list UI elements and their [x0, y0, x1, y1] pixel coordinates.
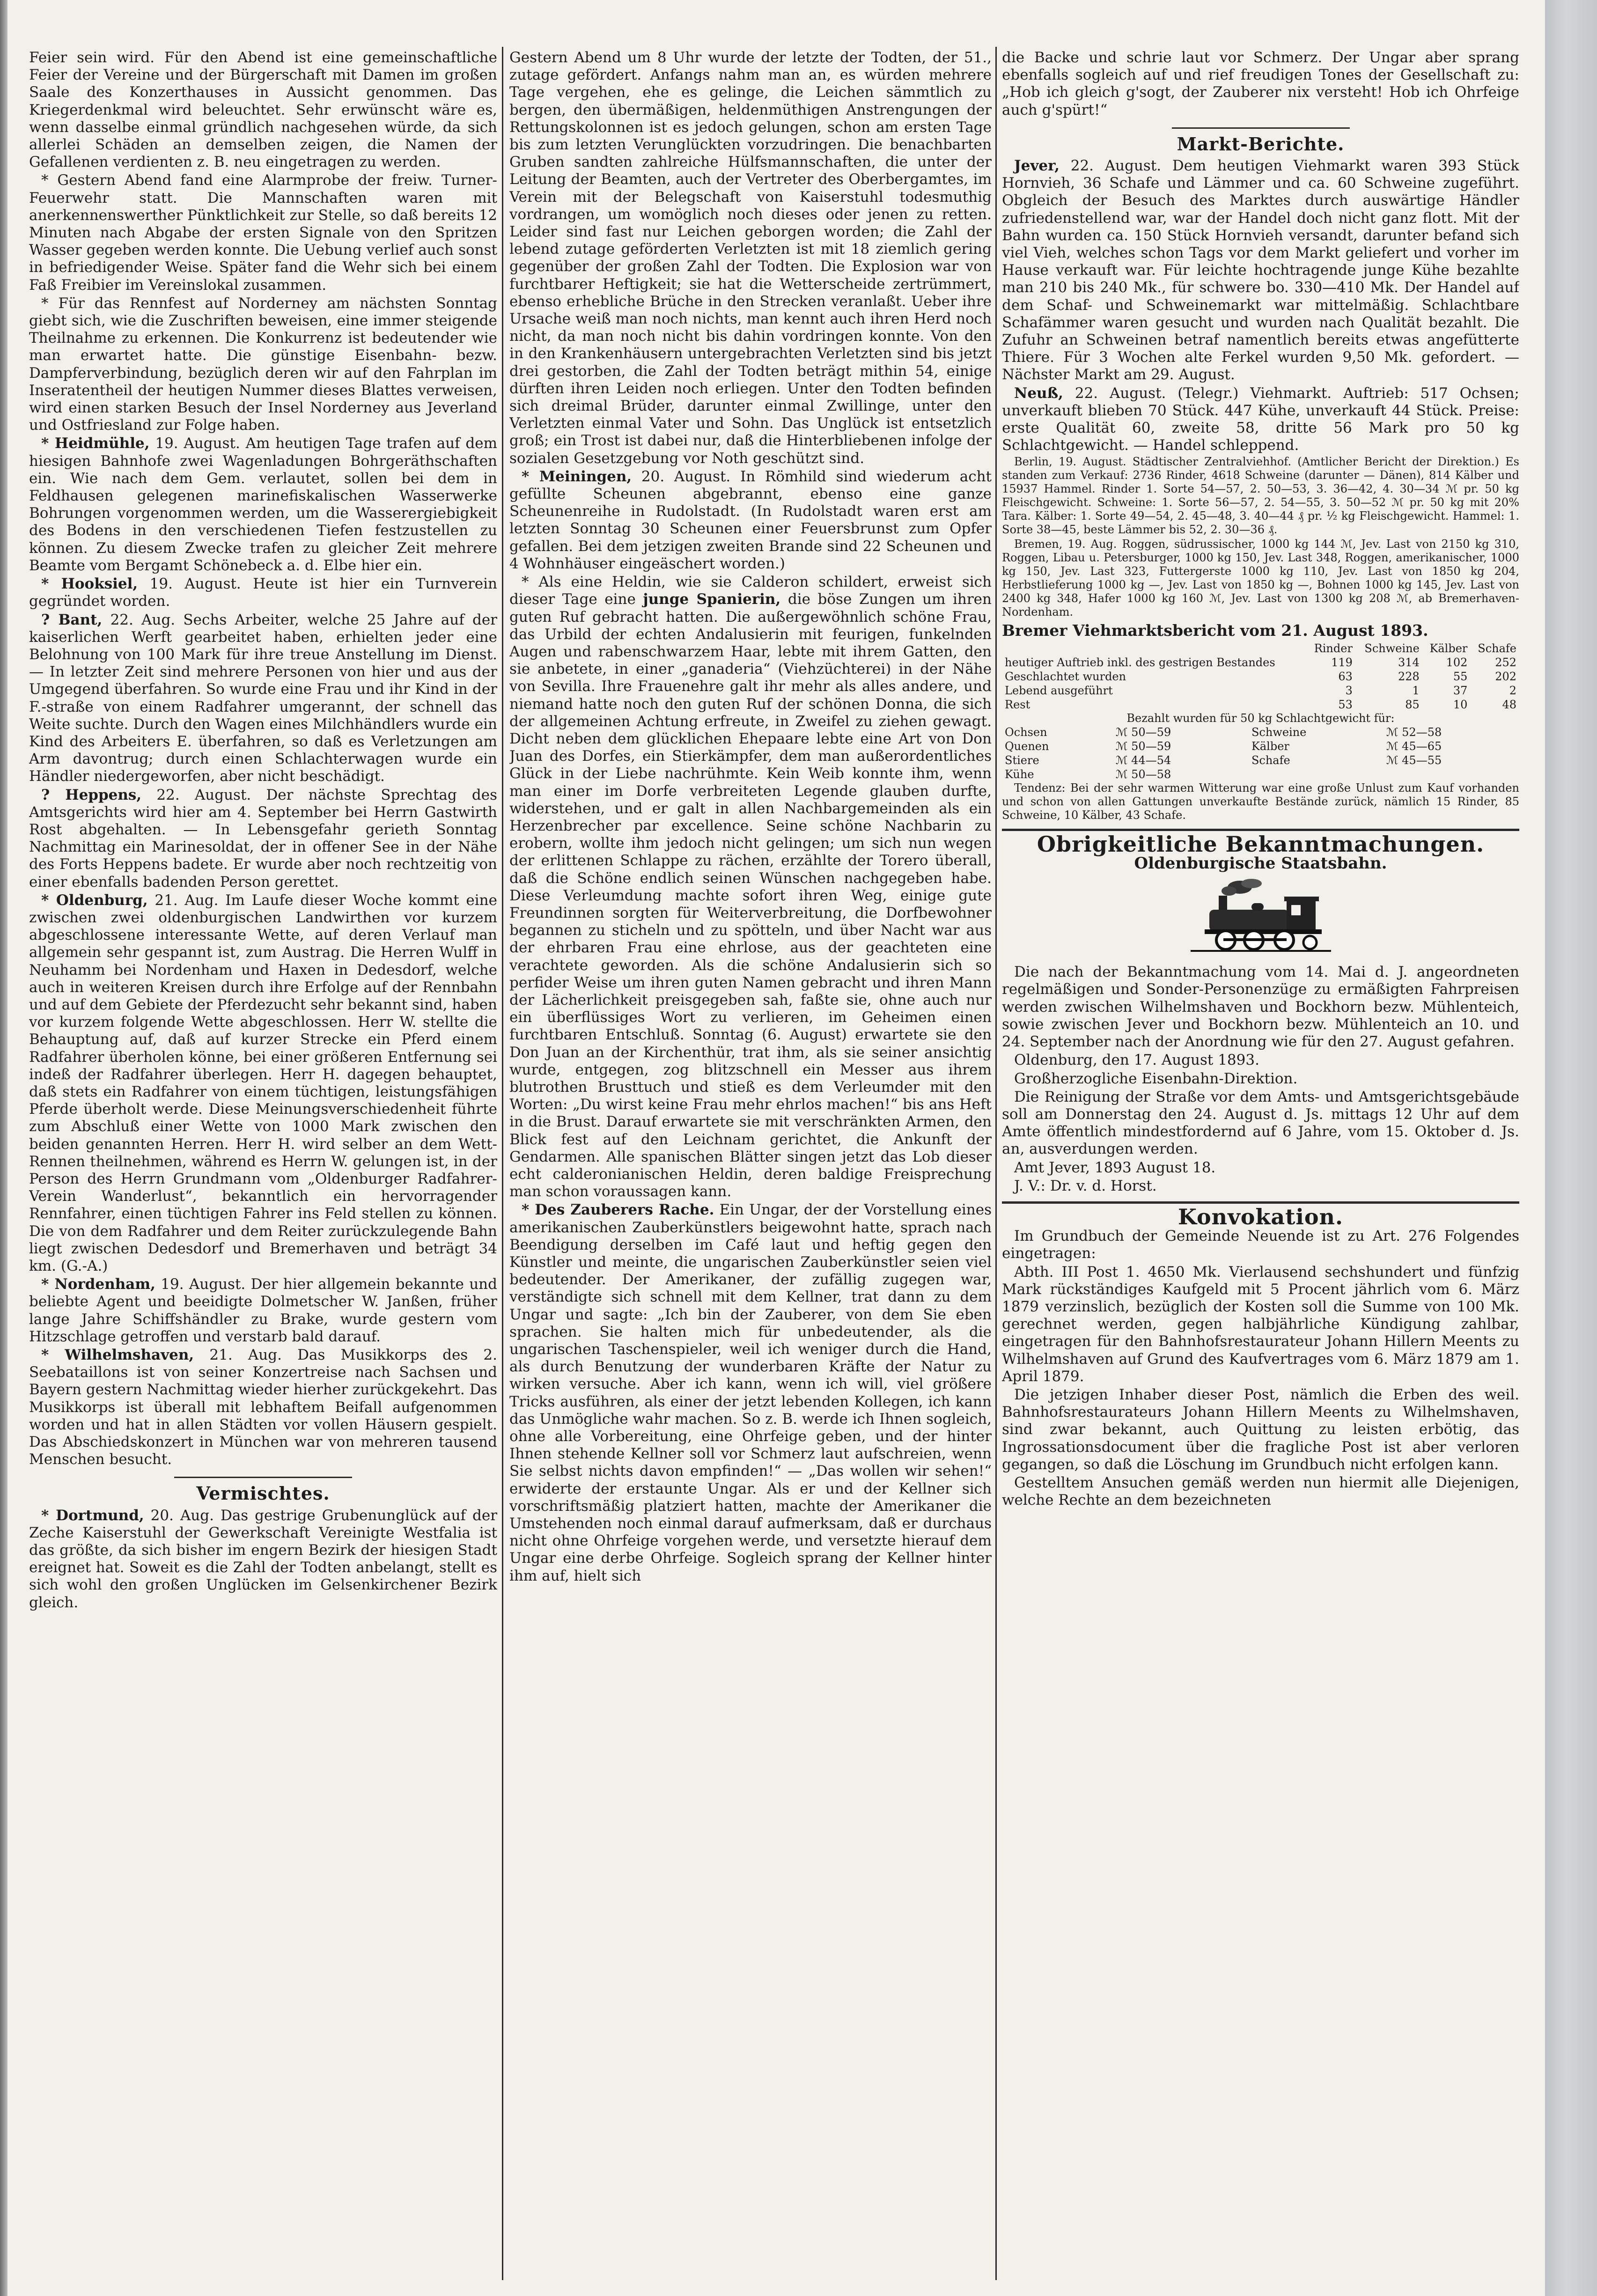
news-text: * Als eine Heldin, wie sie Calderon schildert, erweist sich dieser Tage eine — [509, 574, 992, 608]
news-text: 20. August. In Römhild sind wiederum acht gefüllte Scheunen abgebrannt, ebenso eine ganze Scheunenreihe in Rudolstadt. (In Rudolstadt waren erst am letzten Sonntag 30 Scheunen einer Feuersbrunst zum Opfer gefallen. Bei dem jetzigen zweiten Brande sind 22 Scheunen und 4 Wohnhäuser eingeäschert worden.) — [509, 468, 992, 572]
news-item — [509, 468, 992, 573]
news-item — [29, 1276, 497, 1346]
news-text: die böse Zungen um ihren guten Ruf gebracht hatten. Die außergewöhnlich schöne Frau, das Urbild der echten Andalusierin mit feurigen, funkelnden Augen und rabenschwarzem Haar, lebte mit ihrem Gatten, den sie anbetete, in einer „ganaderia“ (Viehzüchterei) in der Nähe von Sevilla. Ihre Frauenehre galt ihr mehr als alles andere, und niemand hatte noch den guten Ruf der schönen Donna, die sich der allgemeinen Achtung erfreute, in Zweifel zu ziehen gewagt. Dicht neben dem glücklichen Ehepaare lebte eine Art von Don Juan des Dorfes, ein Stierkämpfer, dem man außerordentliches Glück in der Liebe nachrühmte. Kein Weib konnte ihm, wenn man einer im Dorfe verbreiteten Legende glauben durfte, widerstehen, und er galt in allen Nachbargemeinden als ein Herzenbrecher par excellence. Seine schöne Nachbarin zu erobern, wollte ihm jedoch nicht gelingen; um sich nun wegen der erlittenen Schlappe zu rächen, erzählte der Torero überall, daß die Schöne endlich seinen Wünschen nachgegeben habe. Diese Verleumdung machte sofort ihren Weg, einige gute Freundinnen sorgten für Weiterverbreitung, die Dorfbewohner begannen zu sticheln und zu spötteln, und über Nacht war aus der ehrbaren Frau eine ehrlose, aus der geachteten eine verachtete geworden. Als die schöne Andalusierin sich so perfider Weise um ihren guten Namen gebracht und ihren Mann der Lächerlichkeit preisgegeben sah, faßte sie, ohne auch nur ein überflüssiges Wort zu verlieren, im Geheimen einen furchtbaren Entschluß. Sonntag (6. August) erwartete sie den Don Juan an der Kirchenthür, trat ihm, als sie seiner ansichtig wurde, entgegen, zog blitzschnell ein Messer aus ihrem blutrothen Brusttuch und stieß es dem Verleumder mit den Worten: „Du wirst keine Frau mehr ehrlos machen!“ bis ans Heft in die Brust. Darauf erwartete sie mit verschränkten Armen, den Blick fest auf den Leichnam gerichtet, die Ankunft der Gendarmen. Alle spanischen Blätter singen jetzt das Lob dieser echt calderonianischen Heldin, deren baldige Freisprechung man schon voraussagen kann. — [509, 591, 992, 1200]
news-item — [509, 1201, 992, 1584]
row-label: heutiger Auftrieb inkl. des gestrigen Bestandes — [1005, 655, 1275, 669]
news-item — [29, 1347, 497, 1468]
price-value: ℳ 44—54 — [1115, 753, 1171, 767]
table-header: Schafe — [1478, 641, 1516, 655]
market-text: 22. August. Dem heutigen Viehmarkt waren 393 Stück Hornvieh, 36 Schafe und Lämmer und ca. 60 Schweine zugeführt. Obgleich der Besuch des Marktes durch auswärtige Händler zufriedenstellend war, war der Handel doch nicht ganz flott. Mit der Bahn wurden ca. 150 Stück Hornvieh versandt, darunter befand sich viel Vieh, welches schon Tags vor dem Markt geliefert und vorher im Hause verkauft war. Für leichte hochtragende junge Kühe bezahlte man 210 bis 240 Mk., für schwere bo. 330—410 Mk. Der Handel auf dem Schaf- und Schweinemarkt war mittelmäßig. Schlachtbare Schafämmer waren gesucht und wurden nach Qualität bezahlt. Die Zufuhr an Schweinen betraf namentlich bereits etwas angefütterte Thiere. Für 3 Wochen alte Ferkel wurden 9,50 Mk. gefordert. — Nächster Markt am 29. August. — [1002, 157, 1519, 383]
dateline: * Wilhelmshaven, — [41, 1347, 194, 1364]
column-rule — [502, 47, 503, 2280]
notice-place: Oldenburg, den 17. August 1893. — [1014, 1052, 1259, 1069]
news-text: 21. Aug. Das Musikkorps des 2. Seebataillons ist von seiner Konzertreise nach Sachsen und Bayern gestern Nachmittag wieder hierher zurückgekehrt. Das Musikkorps ist überall mit lebhaftem Beifall aufgenommen worden und hat in allen Städten vor vollen Häusern gespielt. Das Abschiedskonzert in München war von mehreren tausend Menschen besucht. — [29, 1347, 497, 1468]
section-divider — [1172, 127, 1350, 129]
article-paragraph: Feier sein wird. Für den Abend ist eine gemeinschaftliche Feier der Vereine und der Bürgerschaft mit Damen im großen Saale des Konzerthauses in Aussicht genommen. Das Kriegerdenkmal wird beleuchtet. Sehr erwünscht wäre es, wenn dasselbe einmal gründlich nachgesehen würde, da sich allerlei Schäden an demselben zeigen, die Namen der Gefallenen verdienten z. B. neu eingetragen zu werden. — [29, 49, 497, 171]
market-text: 22. August. (Telegr.) Viehmarkt. Auftrieb: 517 Ochsen; unverkauft blieben 70 Stück. 447 Kühe, unverkauft 44 Stück. Preise: erste Qualität 60, zweite 58, dritte 56 Mark pro 50 kg Schlachtgewicht. — Handel schleppend. — [1002, 384, 1519, 454]
price-label: Kühe — [1005, 767, 1034, 781]
table-cell: 2 — [1509, 684, 1516, 697]
table-cell: 3 — [1345, 684, 1353, 697]
binding-edge — [0, 0, 7, 2296]
news-item — [29, 892, 497, 1275]
news-item — [29, 575, 497, 610]
news-item — [29, 787, 497, 891]
news-text: 21. Aug. Im Laufe dieser Woche kommt eine zwischen zwei oldenburgischen Landwirthen vor kurzem abgeschlossene interessante Wette, auf deren Verlauf man allgemein sehr gespannt ist, zum Austrag. Die Herren Wulff in Neuhamm bei Nordenham und Haxen in Dedesdorf, welche auch in weiteren Kreisen durch ihre Erfolge auf der Rennbahn und auf dem Gebiete der Pferdezucht sehr bekannt sind, haben vor kurzem folgende Wette abgeschlossen. Herr W. stellte die Behauptung auf, daß auf kurzer Strecke ein Pferd einem Radfahrer überholen könne, bei einer größeren Entfernung sei indeß der Radfahrer überlegen. Herr H. dagegen behauptet, daß stets ein Radfahrer von einem tüchtigen, leistungsfähigen Pferde überholt werde. Diese Meinungsverschiedenheit führte zum Abschluß einer Wette von 1000 Mark zwischen den beiden genannten Herren. Herr H. wird selber an dem Wett-Rennen theilnehmen, während es Herrn W. gelungen ist, in der Person des Herrn Grundmann vom „Oldenburger Radfahrer-Verein Wanderlust“, bekanntlich ein hervorragender Rennfahrer, einen tüchtigen Fahrer ins Feld stellen zu können. Die von dem Radfahrer und dem Reiter zurückzulegende Bahn liegt zwischen Dedesdorf und Bremerhaven und beträgt 34 km. (G.-A.) — [29, 891, 497, 1275]
table-cell: 102 — [1446, 655, 1468, 669]
price-label: Stiere — [1005, 753, 1039, 767]
bremer-paid-caption: Bezahlt wurden für 50 kg Schlachtgewicht für: — [1126, 711, 1395, 725]
table-cell: 85 — [1405, 698, 1420, 711]
table-cell: 10 — [1453, 698, 1468, 711]
notice-signature: J. V.: Dr. v. d. Horst. — [1014, 1177, 1157, 1194]
price-value: ℳ 52—58 — [1386, 725, 1442, 739]
table-cell: 119 — [1331, 655, 1353, 669]
market-report-berlin: Berlin, 19. August. Städtischer Zentralviehhof. (Amtlicher Bericht der Direktion.) Es standen zum Verkauf: 2736 Rinder, 4618 Schweine (darunter — Dänen), 814 Kälber und 15937 Hammel. Rinder 1. Sorte 54—57, 2. 50—53, 3. 36—42, 4. 30—34 ℳ pr. 50 kg Fleischgewicht. Schweine: 1. Sorte 56—57, 2. 54—55, 3. 50—52 ℳ pr. 50 kg mit 20% Tara. Kälber: 1. Sorte 49—54, 2. 45—48, 3. 40—44 ₰ pr. ½ kg Fleischgewicht. Hammel: 1. Sorte 38—45, beste Lämmer bis 52, 2. 30—36 ₰. — [1002, 455, 1519, 537]
market-report-bremen: Bremen, 19. Aug. Roggen, südrussischer, 1000 kg 144 ℳ, Jev. Last von 2150 kg 310, Roggen, Libau u. Petersburger, 1000 kg 150, Jev. Last 348, Roggen, amerikanischer, 1000 kg 150, Jev. Last 323, Futtergerste 1000 kg 110, Jev. Last von 1850 kg 204, Herbstlieferung 1000 kg —, Jev. Last von 1850 kg —, Bohnen 1000 kg 145, Jev. Last von 2400 kg 348, Hafer 1000 kg 160 ℳ, Jev. Last von 1300 kg 208 ℳ, ab Bremerhaven-Nordenham. — [1002, 537, 1519, 619]
section-divider — [1002, 829, 1519, 831]
dateline: ? Bant, — [41, 611, 103, 628]
row-label: Geschlachtet wurden — [1005, 670, 1126, 683]
table-cell: 314 — [1398, 655, 1420, 669]
scanner-background — [1545, 0, 1597, 2296]
table-row — [1002, 739, 1519, 753]
news-text: 22. Aug. Sechs Arbeiter, welche 25 Jahre auf der kaiserlichen Werft gearbeitet haben, erhielten jeder eine Belohnung von 100 Mark für ihre treue Anstellung im Dienst. — In letzter Zeit sind mehrere Personen von hier und aus der Umgegend überfahren. So wurde eine Frau und ihr Kind in der F.-straße von einem Radfahrer umgerannt, der schnell das Weite suchte. Durch den Wagen eines Milchhändlers wurde ein Kind des Arbeiters E. überfahren, so daß es Verletzungen am Arm davontrug; durch einen Schlachterwagen wurde ein Händler niedergeworfen, aber nicht beschädigt. — [29, 611, 497, 785]
article-paragraph: * Gestern Abend fand eine Alarmprobe der freiw. Turner-Feuerwehr statt. Die Mannschaften waren mit anerkennenswerther Pünktlichkeit zur Stelle, so daß bereits 12 Minuten nach Abgabe der ersten Signale von den Spritzen Wasser gegeben werden konnte. Die Uebung verlief auch sonst in befriedigender Weise. Später fand die Wehr sich bei einem Faß Freibier im Vereinslokal zusammen. — [29, 172, 497, 294]
column-rule — [995, 47, 997, 2280]
table-cell: 55 — [1453, 670, 1468, 683]
column-left — [29, 49, 497, 2282]
dateline: ? Heppens, — [41, 786, 142, 803]
news-item — [29, 611, 497, 786]
price-label: Kälber — [1251, 739, 1289, 753]
section-divider — [1002, 1201, 1519, 1204]
section-heading: Vermischtes. — [196, 1483, 330, 1504]
bremer-table — [1002, 641, 1519, 712]
news-item — [509, 574, 992, 1200]
dateline: * Meiningen, — [522, 468, 632, 485]
dateline: * Nordenham, — [41, 1276, 155, 1293]
dateline: * Des Zauberers Rache. — [522, 1201, 714, 1219]
notice-place: Amt Jever, 1893 August 18. — [1014, 1159, 1216, 1176]
bremer-title: Bremer Viehmarktsbericht vom 21. August 1893. — [1002, 621, 1428, 640]
column-middle — [509, 49, 992, 2282]
news-text: 20. Aug. Das gestrige Grubenunglück auf der Zeche Kaiserstuhl der Gewerkschaft Vereinigte Westfalia ist das größte, da sich bisher im engern Bezirk der hiesigen Stadt ereignet hat. Soweit es die Zahl der Todten anbelangt, stellt es sich wohl den großen Unglücken im Gelsenkirchener Bezirk gleich. — [29, 1507, 497, 1611]
table-header: Rinder — [1314, 641, 1353, 655]
table-cell: 252 — [1495, 655, 1516, 669]
row-label: Rest — [1005, 698, 1030, 711]
price-label: Schweine — [1251, 725, 1307, 739]
market-report — [1002, 385, 1519, 455]
table-cell: 48 — [1502, 698, 1516, 711]
news-item — [29, 1507, 497, 1612]
table-cell: 1 — [1412, 684, 1420, 697]
news-text: Ein Ungar, der der Vorstellung eines amerikanischen Zauberkünstlers beigewohnt hatte, sprach nach Beendigung derselben im Café laut und heftig gegen den Künstler und meinte, die ungarischen Zauberkünstler seien viel bedeutender. Der Amerikaner, der zufällig zugegen war, verständigte sich schnell mit dem Kellner, trat dann zu dem Ungar und sagte: „Ich bin der Zauberer, von dem Sie eben sprachen. Sie halten mich für unbedeutender, als die ungarischen Taschenspieler, weil ich weniger durch die Hand, als durch Benutzung der wunderbaren Kräfte der Natur zu wirken versuche. Aber ich kann, wenn ich will, viel größere Tricks ausführen, als einer der jetzt lebenden Kollegen, ich kann das Unmögliche wahr machen. So z. B. werde ich Ihnen sogleich, ohne alle Vorbereitung, eine Ohrfeige geben, und der hinter Ihnen stehende Kellner soll vor Schmerz laut aufschreien, wenn Sie selbst nichts davon empfinden!“ — „Das wollen wir sehen!“ erwiderte der erstaunte Ungar. Als er und der Kellner sich vorschriftsmäßig platziert hatten, machte der Amerikaner die Umstehenden noch einmal darauf aufmerksam, daß er durchaus nicht ohne Ohrfeige vorgehen werde, und versetzte hierauf dem Ungar eine derbe Ohrfeige. Sogleich sprang der Kellner hinter ihm auf, hielt sich — [509, 1201, 992, 1584]
table-row — [1002, 670, 1519, 684]
price-label: Schafe — [1251, 753, 1290, 767]
table-cell: 228 — [1398, 670, 1420, 683]
emphasis: junge Spanierin, — [643, 591, 781, 608]
market-report — [1002, 157, 1519, 384]
news-text: 19. August. Heute ist hier ein Turnverein gegründet worden. — [29, 575, 497, 610]
dateline: * Heidmühle, — [41, 435, 150, 452]
table-row — [1002, 684, 1519, 698]
table-row — [1002, 767, 1519, 781]
notice-text: Die nach der Bekanntmachung vom 14. Mai d. J. angeordneten regelmäßigen und Sonder-Personenzüge zu ermäßigten Fahrpreisen werden zwischen Wilhelmshaven und Bockhorn bezw. Mühlenteich, sowie zwischen Jever und Bockhorn bezw. Mühlenteich an 10. und 24. September nach der Anordnung wie für den 27. August gefahren. — [1002, 964, 1519, 1051]
price-value: ℳ 45—65 — [1386, 739, 1442, 753]
locomotive-illustration — [1002, 877, 1519, 961]
article-paragraph: * Für das Rennfest auf Norderney am nächsten Sonntag giebt sich, wie die Zuschriften beweisen, eine immer steigende Theilnahme zu erkennen. Die Konkurrenz ist bedeutender wie man erwartet hatte. Die günstige Eisenbahn- bezw. Dampferverbindung, bezüglich deren wir auf den Fahrplan im Inseratentheil der heutigen Nummer dieses Blattes verweisen, wird einen starken Besuch der Insel Norderney aus Jeverland und Ostfriesland zur Folge haben. — [29, 294, 497, 434]
table-cell: 63 — [1338, 670, 1353, 683]
table-row — [1002, 698, 1519, 712]
notice-signature: Großherzogliche Eisenbahn-Direktion. — [1014, 1070, 1298, 1087]
table-cell: 37 — [1453, 684, 1468, 697]
price-value: ℳ 50—58 — [1115, 767, 1171, 781]
dateline: * Hooksiel, — [41, 575, 138, 593]
table-row — [1002, 725, 1519, 739]
article-paragraph: Gestern Abend um 8 Uhr wurde der letzte der Todten, der 51., zutage gefördert. Anfangs nahm man an, es würden mehrere Tage vergehen, ehe es gelinge, die Leichen sämmtlich zu bergen, den übermäßigen, heldenmüthigen Anstrengungen der Rettungskolonnen ist es jedoch gelungen, schon am ersten Tage bis zum letzten Verunglückten vorzudringen. Die benachbarten Gruben sandten zahlreiche Hülfsmannschaften, die unter der Leitung der Beamten, auch der Vertreter des Oberbergamtes, im Verein mit der Belegschaft von Kaiserstuhl todesmuthig vordrangen, um womöglich noch dieses oder jenen zu retten. Leider sind fast nur Leichen geborgen worden; die Zahl der lebend zutage geförderten Verletzten ist mit 18 ziemlich gering gegenüber der großen Zahl der Todten. Die Explosion war von furchtbarer Heftigkeit; sie hat die Wetterscheide zertrümmert, ebenso erhebliche Brüche in den Strecken veranlaßt. Ueber ihre Ursache weiß man noch nichts, man kennt auch ihren Herd noch nicht, da man noch nicht bis dahin vordringen konnte. Von den in den Krankenhäusern untergebrachten Verletzten sind bis jetzt drei gestorben, die Zahl der Todten beträgt mithin 54, einige dürften ihren Leiden noch erliegen. Unter den Todten befinden sich dreimal Brüder, darunter einmal Zwillinge, unter den Verletzten einmal Vater und Sohn. Das Unglück ist entsetzlich groß; ein Trost ist dabei nur, daß die Hinterbliebenen infolge der sozialen Gesetzgebung vor Noth geschützt sind. — [509, 49, 992, 467]
table-row — [1002, 753, 1519, 767]
notice-text: Die Reinigung der Straße vor dem Amts- und Amtsgerichtsgebäude soll am Donnerstag den 24. August d. Js. mittags 12 Uhr auf dem Amte öffentlich mindestfordernd auf 6 Jahre, vom 15. Oktober d. Js. an, ausverdungen werden. — [1002, 1088, 1519, 1158]
row-label: Lebend ausgeführt — [1005, 684, 1113, 697]
column-right — [1002, 49, 1519, 2282]
table-header: Kälber — [1429, 641, 1468, 655]
table-header: Schweine — [1364, 641, 1420, 655]
locomotive-icon — [1191, 877, 1331, 957]
notices-subtitle: Oldenburgische Staatsbahn. — [1134, 854, 1387, 873]
notice-text: Gestelltem Ansuchen gemäß werden nun hiermit alle Diejenigen, welche Rechte an dem bezeichneten — [1002, 1474, 1519, 1509]
news-item — [29, 435, 497, 574]
price-value: ℳ 50—59 — [1115, 739, 1171, 753]
notice-text: Die jetzigen Inhaber dieser Post, nämlich die Erben des weil. Bahnhofsrestaurateurs Johann Hillern Meents zu Wilhelmshaven, sind zwar bekannt, auch Quittung zu leisten erbötig, das Ingrossationsdocument über die fragliche Post ist aber verloren gegangen, so daß die Löschung im Grundbuch nicht erfolgen kann. — [1002, 1386, 1519, 1473]
notice-text: Im Grundbuch der Gemeinde Neuende ist zu Art. 276 Folgendes eingetragen: — [1002, 1228, 1519, 1262]
section-divider — [174, 1477, 352, 1478]
konvokation-title: Konvokation. — [1178, 1204, 1344, 1229]
bremer-tendenz: Tendenz: Bei der sehr warmen Witterung war eine große Unlust zum Kauf vorhanden und schon von allen Gattungen unverkaufte Bestände zurück, nämlich 15 Rinder, 85 Schweine, 10 Kälber, 43 Schafe. — [1002, 781, 1519, 822]
bremer-prices — [1002, 725, 1519, 781]
dateline: * Oldenburg, — [41, 891, 148, 909]
news-text: 19. August. Am heutigen Tage trafen auf dem hiesigen Bahnhofe zwei Wagenladungen Bohrgeräthschaften ein. Wie nach dem Gem. verlautet, sollen bei dem in Feldhausen gelegenen marinefiskalischen Wasserwerke Bohrungen vorgenommen werden, um die Wasserergiebigkeit des Bodens in den verschiedenen Tiefen festzustellen zu können. Zu diesem Zwecke trafen zu gleicher Zeit mehrere Beamte vom Bergamt Schönebeck a. d. Elbe hier ein. — [29, 435, 497, 574]
notices-title: Obrigkeitliche Bekanntmachungen. — [1037, 831, 1485, 857]
price-label: Quenen — [1005, 739, 1049, 753]
price-label: Ochsen — [1005, 725, 1047, 739]
table-header-row — [1002, 641, 1519, 655]
price-value: ℳ 50—59 — [1115, 725, 1171, 739]
notice-text: Abth. III Post 1. 4650 Mk. Vierlausend sechshundert und fünfzig Mark rückständiges Kaufgeld mit 5 Procent jährlich vom 6. März 1879 verzinslich, bezüglich der Kosten soll die Summe von 100 Mk. gerechnet werden, gegen halbjährliche Kündigung zahlbar, eingetragen für den Bahnhofsrestaurateur Johann Hillern Meents zu Wilhelmshaven auf Grund des Kaufvertrages vom 6. März 1879 am 1. April 1879. — [1002, 1263, 1519, 1385]
section-heading: Markt-Berichte. — [1177, 133, 1345, 155]
news-text: 22. August. Der nächste Sprechtag des Amtsgerichts wird hier am 4. September bei Herrn Gastwirth Rost abgehalten. — In Lebensgefahr gerieth Sonntag Nachmittag ein Marinesoldat, der in offener See in der Nähe des Forts Heppens badete. Er wurde aber noch rechtzeitig von einer ebenfalls badenden Person gerettet. — [29, 786, 497, 890]
dateline: Neuß, — [1014, 384, 1063, 402]
table-cell: 53 — [1338, 698, 1353, 711]
dateline: Jever, — [1014, 157, 1060, 175]
price-value: ℳ 45—55 — [1386, 753, 1442, 767]
table-cell: 202 — [1495, 670, 1516, 683]
dateline: * Dortmund, — [41, 1507, 144, 1524]
article-paragraph: die Backe und schrie laut vor Schmerz. Der Ungar aber sprang ebenfalls sogleich auf und rief freudigen Tones der Gesellschaft zu: „Hob ich gleich g'sogt, der Zauberer nix versteht! Hob ich Ohrfeige auch g'spürt!“ — [1002, 49, 1519, 118]
table-row — [1002, 655, 1519, 670]
news-text: 19. August. Der hier allgemein bekannte und beliebte Agent und beeidigte Dolmetscher W. Janßen, früher lange Jahre Schiffshändler zu Brake, wurde gestern vom Hitzschlage getroffen und verstarb bald darauf. — [29, 1276, 497, 1345]
